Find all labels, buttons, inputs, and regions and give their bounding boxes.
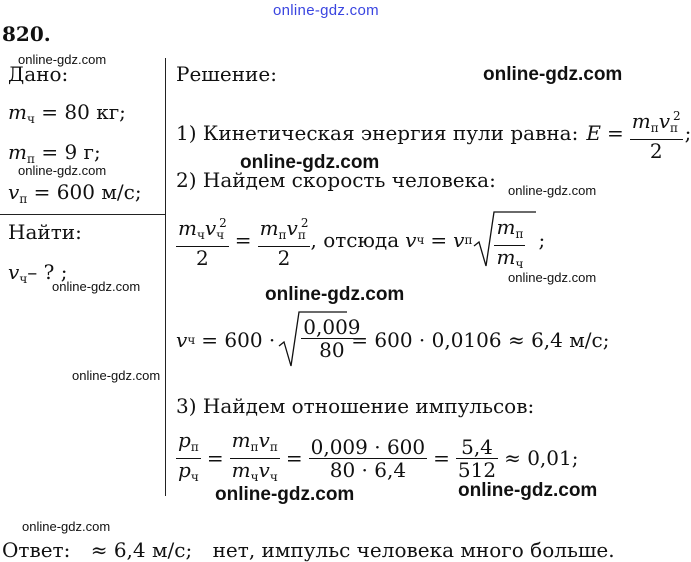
find-velocity-person: $v_ч-$ ? ; [8, 260, 68, 286]
answer-comment: нет, импульс человека много больше. [212, 538, 615, 562]
given-divider-vertical [165, 58, 166, 496]
problem-number-value: 820 [2, 22, 44, 46]
find-heading: Найти: [8, 220, 82, 244]
problem-number: 820. [2, 22, 51, 46]
watermark-10: online-gdz.com [215, 484, 355, 505]
step2-text: 2) Найдем скорость человека: [176, 168, 496, 192]
watermark-5: online-gdz.com [508, 183, 597, 198]
watermark-9: online-gdz.com [72, 368, 161, 383]
watermark-4: online-gdz.com [240, 152, 380, 173]
watermark-3: online-gdz.com [18, 163, 107, 178]
step2-equation: $\frac{m_чv_ч^2}{2}$ = $\frac{m_пv_п^2}{2}$ , отсюда v ч = v п $m_п$ $m_ч$ ; [176, 210, 545, 270]
answer-value: ≈ 6,4 м/с; [90, 538, 193, 562]
given-heading: Дано: [8, 62, 69, 86]
watermark-1: online-gdz.com [18, 52, 107, 67]
given-mass-bullet: $m_п = 9$ г; [8, 140, 101, 166]
watermark-2: online-gdz.com [483, 64, 623, 85]
step1-line: 1) Кинетическая энергия пули равна: E = $\frac{m_пv_п^2}{2}$ ; [176, 105, 691, 161]
watermark-8: online-gdz.com [265, 284, 405, 305]
step2-calculation: v ч = 600 · $\frac{0,009}{80}$ = 600 · 0,0106 ≈ 6,4 м/с; [176, 310, 609, 370]
step3-text: 3) Найдем отношение импульсов: [176, 394, 535, 418]
watermark-6: online-gdz.com [508, 270, 597, 285]
watermark-7: online-gdz.com [52, 279, 141, 294]
watermark-12: online-gdz.com [22, 519, 111, 534]
given-mass-person: $m_ч = 80$ кг; [8, 100, 126, 126]
step3-equation: $\frac{p_п}{p_ч}$ = $\frac{m_пv_п}{m_чv_ч}$ = $\frac{0,009 \cdot 600}{80 \cdot 6,4}$ = $\frac{5,4}{512}$ ≈ 0,01; [178, 427, 579, 484]
watermark-11: online-gdz.com [458, 480, 598, 501]
answer-label: Ответ: [2, 538, 71, 562]
given-velocity-bullet: $v_п = 600$ м/с; [8, 180, 142, 206]
solution-heading: Решение: [176, 62, 277, 86]
given-divider-horizontal [0, 214, 166, 215]
answer-line [2, 538, 615, 562]
watermark-top: online-gdz.com [273, 2, 379, 19]
